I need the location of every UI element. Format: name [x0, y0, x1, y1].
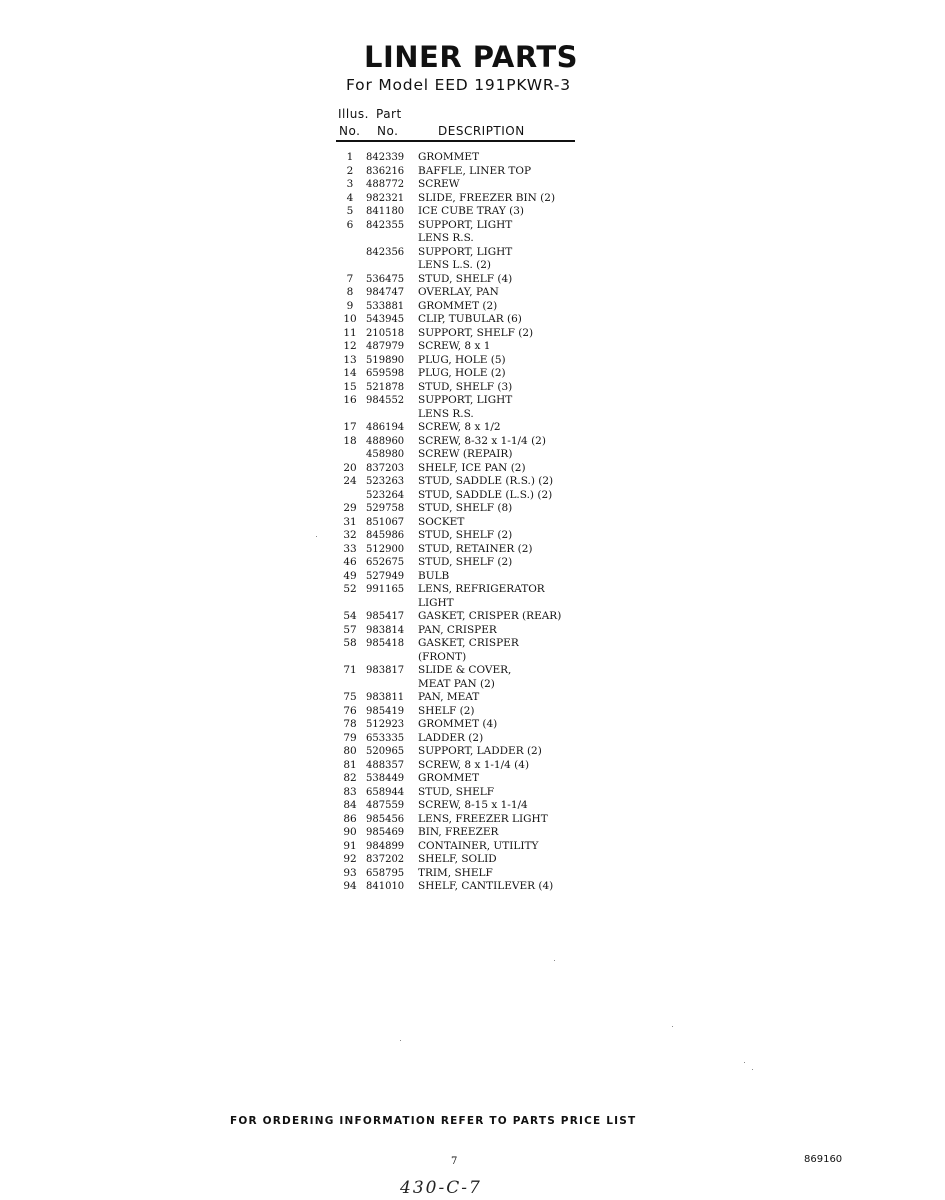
part-number: 658795: [366, 867, 405, 879]
part-description: PLUG, HOLE (5): [418, 353, 506, 366]
part-number: 529758: [366, 503, 405, 514]
part-description: SHELF, CANTILEVER (4): [418, 880, 554, 892]
parts-row: [336, 691, 586, 705]
part-description: SUPPORT, LADDER (2): [418, 745, 542, 757]
part-number: 512923: [366, 719, 405, 730]
scan-speck: [554, 960, 555, 961]
part-number: 488960: [366, 435, 405, 447]
parts-row: [336, 300, 586, 314]
part-number: [364, 651, 418, 665]
parts-row: [336, 705, 586, 719]
parts-row: [336, 624, 586, 638]
part-description: SHELF (2): [418, 704, 475, 717]
part-number: [364, 232, 418, 246]
part-number: 488772: [366, 179, 405, 190]
parts-row: [336, 273, 586, 287]
part-number: 845986: [366, 530, 405, 541]
part-description: ICE CUBE TRAY (3): [418, 205, 524, 217]
part-description: STUD, SADDLE (R.S.) (2): [418, 475, 554, 487]
illus-number: 82: [343, 772, 357, 784]
illus-number: [336, 489, 364, 503]
parts-row: [336, 718, 586, 732]
parts-row: [336, 867, 586, 881]
part-number: 991165: [366, 584, 405, 595]
illus-number: 13: [343, 353, 357, 366]
part-number: 659598: [366, 368, 405, 379]
part-description: OVERLAY, PAN: [418, 286, 499, 298]
part-description: STUD, SHELF (3): [418, 380, 513, 393]
parts-row: [336, 502, 586, 516]
illus-number: [336, 259, 364, 273]
part-description: CONTAINER, UTILITY: [418, 839, 539, 852]
part-number: 486194: [366, 422, 405, 433]
part-number: 842355: [366, 219, 405, 231]
parts-row: [336, 259, 586, 273]
part-number: [364, 259, 418, 273]
parts-row: [336, 529, 586, 543]
parts-row: [336, 165, 586, 179]
part-number: 837202: [366, 854, 405, 865]
illus-number: 84: [343, 799, 357, 811]
part-number: 658944: [366, 786, 405, 798]
illus-number: 49: [343, 569, 357, 582]
part-description: PAN, MEAT: [418, 691, 480, 703]
illus-number: 81: [343, 758, 357, 771]
illus-number: 32: [343, 529, 357, 541]
parts-row: [336, 219, 586, 233]
parts-row: [336, 745, 586, 759]
parts-row: [336, 597, 586, 611]
parts-row: [336, 435, 586, 449]
parts-row: [336, 840, 586, 854]
part-number: 521878: [366, 381, 405, 393]
part-description: GASKET, CRISPER (REAR): [418, 610, 562, 622]
illus-number: 93: [343, 866, 357, 879]
part-number: 983811: [366, 692, 405, 703]
part-number: 836216: [366, 165, 405, 177]
part-number: 837203: [366, 462, 405, 474]
illus-number: 71: [343, 664, 357, 676]
parts-row: [336, 286, 586, 300]
illus-number: 52: [343, 583, 357, 595]
part-description: SCREW, 8 x 1: [418, 340, 491, 352]
parts-row: [336, 583, 586, 597]
parts-row: [336, 367, 586, 381]
illus-number: 86: [343, 812, 357, 825]
part-number: [364, 678, 418, 692]
part-description: STUD, SHELF (2): [418, 556, 513, 568]
illus-number: 4: [346, 191, 354, 204]
illus-number: 2: [346, 164, 354, 177]
illus-number: 58: [343, 637, 357, 649]
part-description: GROMMET (4): [418, 718, 498, 730]
illus-number: 3: [346, 178, 354, 190]
part-description: SUPPORT, LIGHT: [418, 394, 513, 406]
part-description: SCREW: [418, 178, 460, 190]
illus-number: 91: [343, 839, 357, 852]
part-description: SCREW (REPAIR): [418, 448, 513, 460]
illus-number: 80: [343, 745, 357, 757]
illus-number: 78: [343, 718, 357, 730]
header-description: DESCRIPTION: [438, 124, 525, 138]
parts-row: [336, 772, 586, 786]
part-number: 523264: [366, 489, 405, 501]
header-rule: [336, 140, 575, 142]
part-description: LENS, REFRIGERATOR: [418, 583, 545, 595]
illus-number: 18: [343, 434, 357, 447]
part-description: LADDER (2): [418, 731, 484, 744]
parts-row: [336, 408, 586, 422]
part-description: STUD, SHELF (4): [418, 272, 513, 285]
parts-row: [336, 853, 586, 867]
illus-number: 46: [343, 556, 357, 568]
scan-speck: [752, 1069, 753, 1070]
part-number: 984899: [366, 840, 405, 852]
illus-number: 57: [343, 623, 357, 636]
part-number: 523263: [366, 476, 405, 487]
parts-row: [336, 313, 586, 327]
part-description: SHELF, ICE PAN (2): [418, 461, 526, 474]
part-number: 488357: [366, 759, 405, 771]
illus-number: 24: [343, 475, 357, 487]
part-description: BULB: [418, 569, 450, 582]
parts-row: [336, 354, 586, 368]
part-description: GROMMET: [418, 772, 480, 784]
part-number: 982321: [366, 192, 405, 204]
part-number: 984552: [366, 395, 405, 406]
part-description: GROMMET (2): [418, 299, 498, 312]
part-number: 851067: [366, 516, 405, 528]
illus-number: 6: [346, 218, 354, 231]
part-description: LIGHT: [418, 596, 454, 609]
illus-number: 31: [343, 515, 357, 528]
parts-row: [336, 732, 586, 746]
part-number: 543945: [366, 314, 405, 325]
parts-row: [336, 421, 586, 435]
scan-speck: [744, 1062, 745, 1063]
part-number: 985469: [366, 827, 405, 838]
parts-row: [336, 813, 586, 827]
model-subtitle: For Model EED 191PKWR-3: [346, 76, 571, 94]
header-illus-label: Illus.: [338, 107, 369, 121]
parts-row: [336, 462, 586, 476]
illus-number: 9: [346, 299, 354, 312]
illus-number: 15: [343, 380, 357, 393]
part-description: SCREW, 8 x 1/2: [418, 421, 501, 433]
part-number: 985419: [366, 705, 405, 717]
part-description: STUD, SHELF: [418, 785, 495, 798]
illus-number: 75: [343, 691, 357, 703]
parts-row: [336, 678, 586, 692]
parts-row: [336, 637, 586, 651]
illus-number: 14: [343, 367, 357, 379]
part-description: SUPPORT, SHELF (2): [418, 326, 534, 339]
parts-row: [336, 651, 586, 665]
parts-row: [336, 570, 586, 584]
document-number: 869160: [804, 1154, 843, 1165]
illus-number: [336, 448, 364, 462]
parts-row: [336, 489, 586, 503]
illus-number: 10: [343, 313, 357, 325]
part-number: 983817: [366, 665, 405, 676]
parts-row: [336, 799, 586, 813]
part-description: GROMMET: [418, 151, 480, 163]
illus-number: [336, 597, 364, 611]
parts-list: [336, 151, 586, 894]
part-number: 533881: [366, 300, 405, 312]
parts-row: [336, 826, 586, 840]
part-description: CLIP, TUBULAR (6): [418, 313, 522, 325]
part-description: LENS L.S. (2): [418, 259, 492, 271]
parts-row: [336, 381, 586, 395]
part-description: SLIDE, FREEZER BIN (2): [418, 191, 556, 204]
part-description: LENS R.S.: [418, 407, 474, 420]
part-number: 842339: [366, 152, 405, 163]
part-description: STUD, SHELF (8): [418, 502, 513, 514]
illus-number: [336, 651, 364, 665]
parts-row: [336, 246, 586, 260]
header-part-no: No.: [377, 124, 399, 138]
parts-row: [336, 664, 586, 678]
illus-number: 54: [343, 610, 357, 622]
page-number: 7: [451, 1156, 458, 1167]
illus-number: 16: [343, 394, 357, 406]
illus-number: 11: [343, 326, 357, 339]
illus-number: 1: [346, 151, 354, 163]
part-description: STUD, SADDLE (L.S.) (2): [418, 488, 553, 501]
scan-speck: [672, 1026, 673, 1027]
part-number: 458980: [366, 449, 405, 460]
part-number: 985417: [366, 611, 405, 622]
part-number: 536475: [366, 273, 405, 285]
illus-number: 94: [343, 880, 357, 892]
parts-row: [336, 205, 586, 219]
illus-number: [336, 246, 364, 260]
handwritten-note: 430-C-7: [400, 1178, 482, 1198]
header-illus-no: No.: [339, 124, 361, 138]
parts-row: [336, 327, 586, 341]
part-number: 984747: [366, 287, 405, 298]
header-part-label: Part: [376, 107, 402, 121]
illus-number: 5: [346, 205, 354, 217]
part-description: STUD, SHELF (2): [418, 529, 513, 541]
illus-number: 20: [343, 461, 357, 474]
illus-number: 76: [343, 704, 357, 717]
parts-row: [336, 151, 586, 165]
parts-row: [336, 516, 586, 530]
part-number: 841010: [366, 881, 405, 892]
part-description: LENS, FREEZER LIGHT: [418, 812, 548, 825]
parts-row: [336, 759, 586, 773]
illus-number: 83: [343, 785, 357, 798]
parts-row: [336, 178, 586, 192]
part-description: PAN, CRISPER: [418, 623, 497, 636]
part-description: SUPPORT, LIGHT: [418, 218, 513, 231]
illus-number: 90: [343, 826, 357, 838]
part-number: 841180: [366, 206, 405, 217]
parts-row: [336, 556, 586, 570]
scan-speck: [400, 1040, 401, 1041]
parts-row: [336, 394, 586, 408]
illus-number: [336, 408, 364, 422]
part-number: 538449: [366, 773, 405, 784]
illus-number: 12: [343, 340, 357, 352]
part-description: SHELF, SOLID: [418, 853, 497, 865]
illus-number: 92: [343, 853, 357, 865]
illus-number: [336, 678, 364, 692]
part-description: STUD, RETAINER (2): [418, 542, 533, 555]
part-number: 652675: [366, 557, 405, 568]
illus-number: 17: [343, 421, 357, 433]
parts-row: [336, 786, 586, 800]
part-description: BIN, FREEZER: [418, 826, 499, 838]
part-description: BAFFLE, LINER TOP: [418, 164, 532, 177]
scan-speck: [316, 536, 317, 537]
part-number: 487559: [366, 800, 405, 811]
part-number: 512900: [366, 543, 405, 555]
parts-row: [336, 475, 586, 489]
part-number: 527949: [366, 570, 405, 582]
part-number: 210518: [366, 327, 405, 339]
part-description: MEAT PAN (2): [418, 677, 495, 690]
illus-number: [336, 232, 364, 246]
part-number: 653335: [366, 732, 405, 744]
part-number: 842356: [366, 246, 405, 258]
part-description: GASKET, CRISPER: [418, 637, 519, 649]
parts-row: [336, 232, 586, 246]
part-description: SCREW, 8 x 1-1/4 (4): [418, 758, 530, 771]
part-description: LENS R.S.: [418, 232, 474, 244]
part-number: [364, 408, 418, 422]
part-description: (FRONT): [418, 650, 467, 663]
illus-number: 79: [343, 731, 357, 744]
part-description: SCREW, 8-15 x 1-1/4: [418, 799, 528, 811]
part-description: PLUG, HOLE (2): [418, 367, 506, 379]
part-description: SLIDE & COVER,: [418, 664, 512, 676]
illus-number: 8: [346, 286, 354, 298]
illus-number: 33: [343, 542, 357, 555]
part-number: 985418: [366, 638, 405, 649]
illus-number: 29: [343, 502, 357, 514]
part-number: 983814: [366, 624, 405, 636]
parts-row: [336, 880, 586, 894]
parts-row: [336, 610, 586, 624]
parts-row: [336, 543, 586, 557]
part-number: 519890: [366, 354, 405, 366]
part-description: SCREW, 8-32 x 1-1/4 (2): [418, 434, 546, 447]
part-description: SOCKET: [418, 515, 465, 528]
part-number: 487979: [366, 341, 405, 352]
part-description: SUPPORT, LIGHT: [418, 245, 513, 258]
parts-row: [336, 192, 586, 206]
ordering-note: FOR ORDERING INFORMATION REFER TO PARTS PRICE LIST: [230, 1115, 637, 1127]
part-number: 520965: [366, 746, 405, 757]
parts-row: [336, 448, 586, 462]
page-title: LINER PARTS: [364, 40, 579, 74]
part-number: [364, 597, 418, 611]
part-description: TRIM, SHELF: [418, 866, 493, 879]
part-number: 985456: [366, 813, 405, 825]
parts-row: [336, 340, 586, 354]
illus-number: 7: [346, 272, 354, 285]
